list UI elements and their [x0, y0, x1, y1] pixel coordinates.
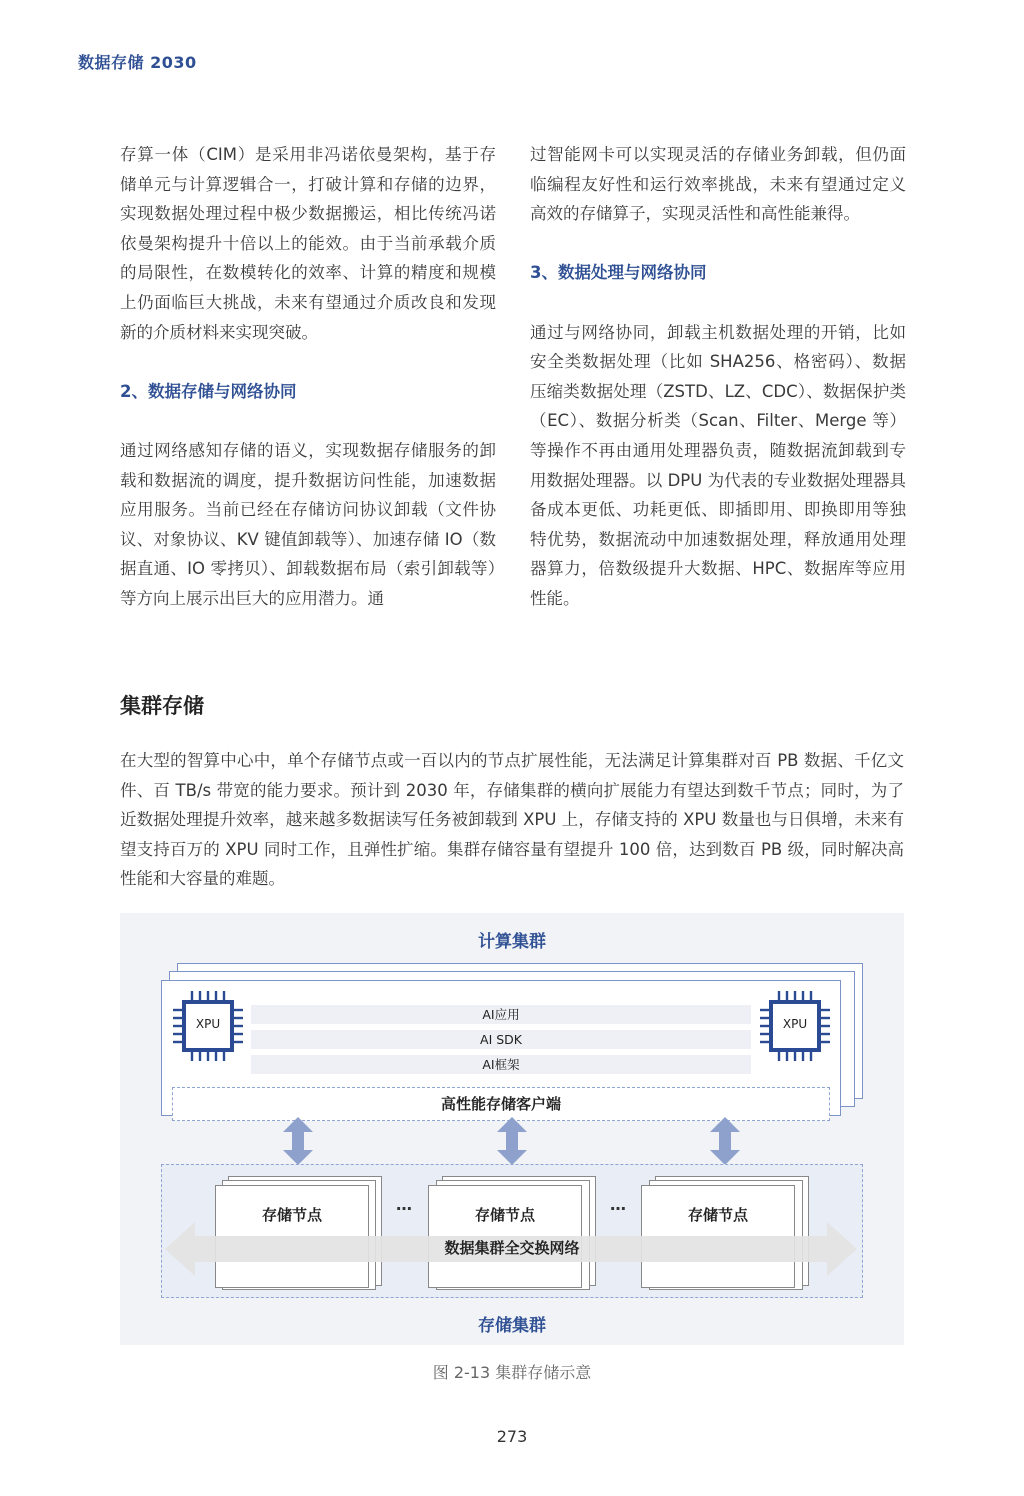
- storage-network-paragraph: 通过网络感知存储的语义，实现数据存储服务的卸载和数据流的调度，提升数据访问性能，加速数据应用服务。当前已经在存储访问协议卸载（文件协议、对象协议、KV 键值卸载等）、加速存储 IO（数据直通、IO 零拷贝）、卸载数据布局（索引卸载等）等方向上展示出巨大的应用潜力。通: [120, 440, 496, 608]
- storage-node-label: 存储节点: [687, 1206, 748, 1224]
- layer-ai-sdk: AI SDK: [251, 1030, 751, 1049]
- compute-cluster-box: [161, 980, 841, 1116]
- smartnic-paragraph: 过智能网卡可以实现灵活的存储业务卸载，但仍面临编程友好性和运行效率挑战，未来有望通过定义高效的存储算子，实现灵活性和高性能兼得。: [530, 145, 906, 224]
- xpu-label-left: XPU: [195, 1017, 221, 1031]
- storage-node-label: 存储节点: [261, 1206, 322, 1224]
- network-label: 数据集群全交换网络: [444, 1239, 580, 1257]
- subheading-storage-network: 2、数据存储与网络协同: [120, 381, 297, 401]
- double-arrow-icon: [280, 1116, 316, 1166]
- section-title: 集群存储: [120, 694, 204, 718]
- figure-caption: 图 2-13 集群存储示意: [432, 1363, 592, 1382]
- ellipsis: …: [396, 1195, 412, 1214]
- compute-cluster-title: 计算集群: [478, 932, 546, 952]
- right-column: [530, 140, 906, 614]
- running-header: 数据存储 2030: [78, 53, 197, 72]
- processing-network-paragraph: 通过与网络协同，卸载主机数据处理的开销，比如安全类数据处理（比如 SHA256、格密码）、数据压缩类数据处理（ZSTD、LZ、CDC）、数据保护类（EC）、数据分析类（Scan、Filter、Merge 等）等操作不再由通用处理器负责，随数据流卸载到专用数据处理器。以 DPU 为代表的专业数据处理器具备成本更低、功耗更低、即插即用、即换即用等独特优势，数据流动中加速数据处理，释放通用处理器算力，倍数级提升大数据、HPC、数据库等应用性能。: [530, 322, 906, 608]
- layer-ai-framework: AI框架: [251, 1055, 751, 1074]
- ellipsis: …: [610, 1195, 626, 1214]
- storage-cluster-title: 存储集群: [478, 1316, 546, 1336]
- left-column: [120, 140, 496, 614]
- double-arrow-icon: [707, 1116, 743, 1166]
- cluster-storage-figure: [120, 913, 904, 1345]
- double-arrow-icon: [494, 1116, 530, 1166]
- xpu-label-right: XPU: [782, 1017, 808, 1031]
- storage-client: 高性能存储客户端: [172, 1087, 830, 1121]
- section-intro: 在大型的智算中心中，单个存储节点或一百以内的节点扩展性能，无法满足计算集群对百 PB 数据、千亿文件、百 TB/s 带宽的能力要求。预计到 2030 年，存储集群的横向扩展能力有望达到数千节点；同时，为了近数据处理提升效率，越来越多数据读写任务被卸载到 XPU 上，存储支持的 XPU 数量也与日俱增，未来有望支持百万的 XPU 同时工作，且弹性扩缩。集群存储容量有望提升 100 倍，达到数百 PB 级，同时解决高性能和大容量的难题。: [120, 751, 904, 889]
- storage-node-label: 存储节点: [474, 1206, 535, 1224]
- page-number: 273: [496, 1427, 528, 1446]
- cim-paragraph: 存算一体（CIM）是采用非冯诺依曼架构，基于存储单元与计算逻辑合一，打破计算和存储的边界，实现数据处理过程中极少数据搬运，相比传统冯诺依曼架构提升十倍以上的能效。由于当前承载介质的局限性，在数模转化的效率、计算的精度和规模上仍面临巨大挑战，未来有望通过介质改良和发现新的介质材料来实现突破。: [120, 145, 496, 342]
- subheading-processing-network: 3、数据处理与网络协同: [530, 263, 707, 283]
- layer-ai-app: AI应用: [251, 1005, 751, 1024]
